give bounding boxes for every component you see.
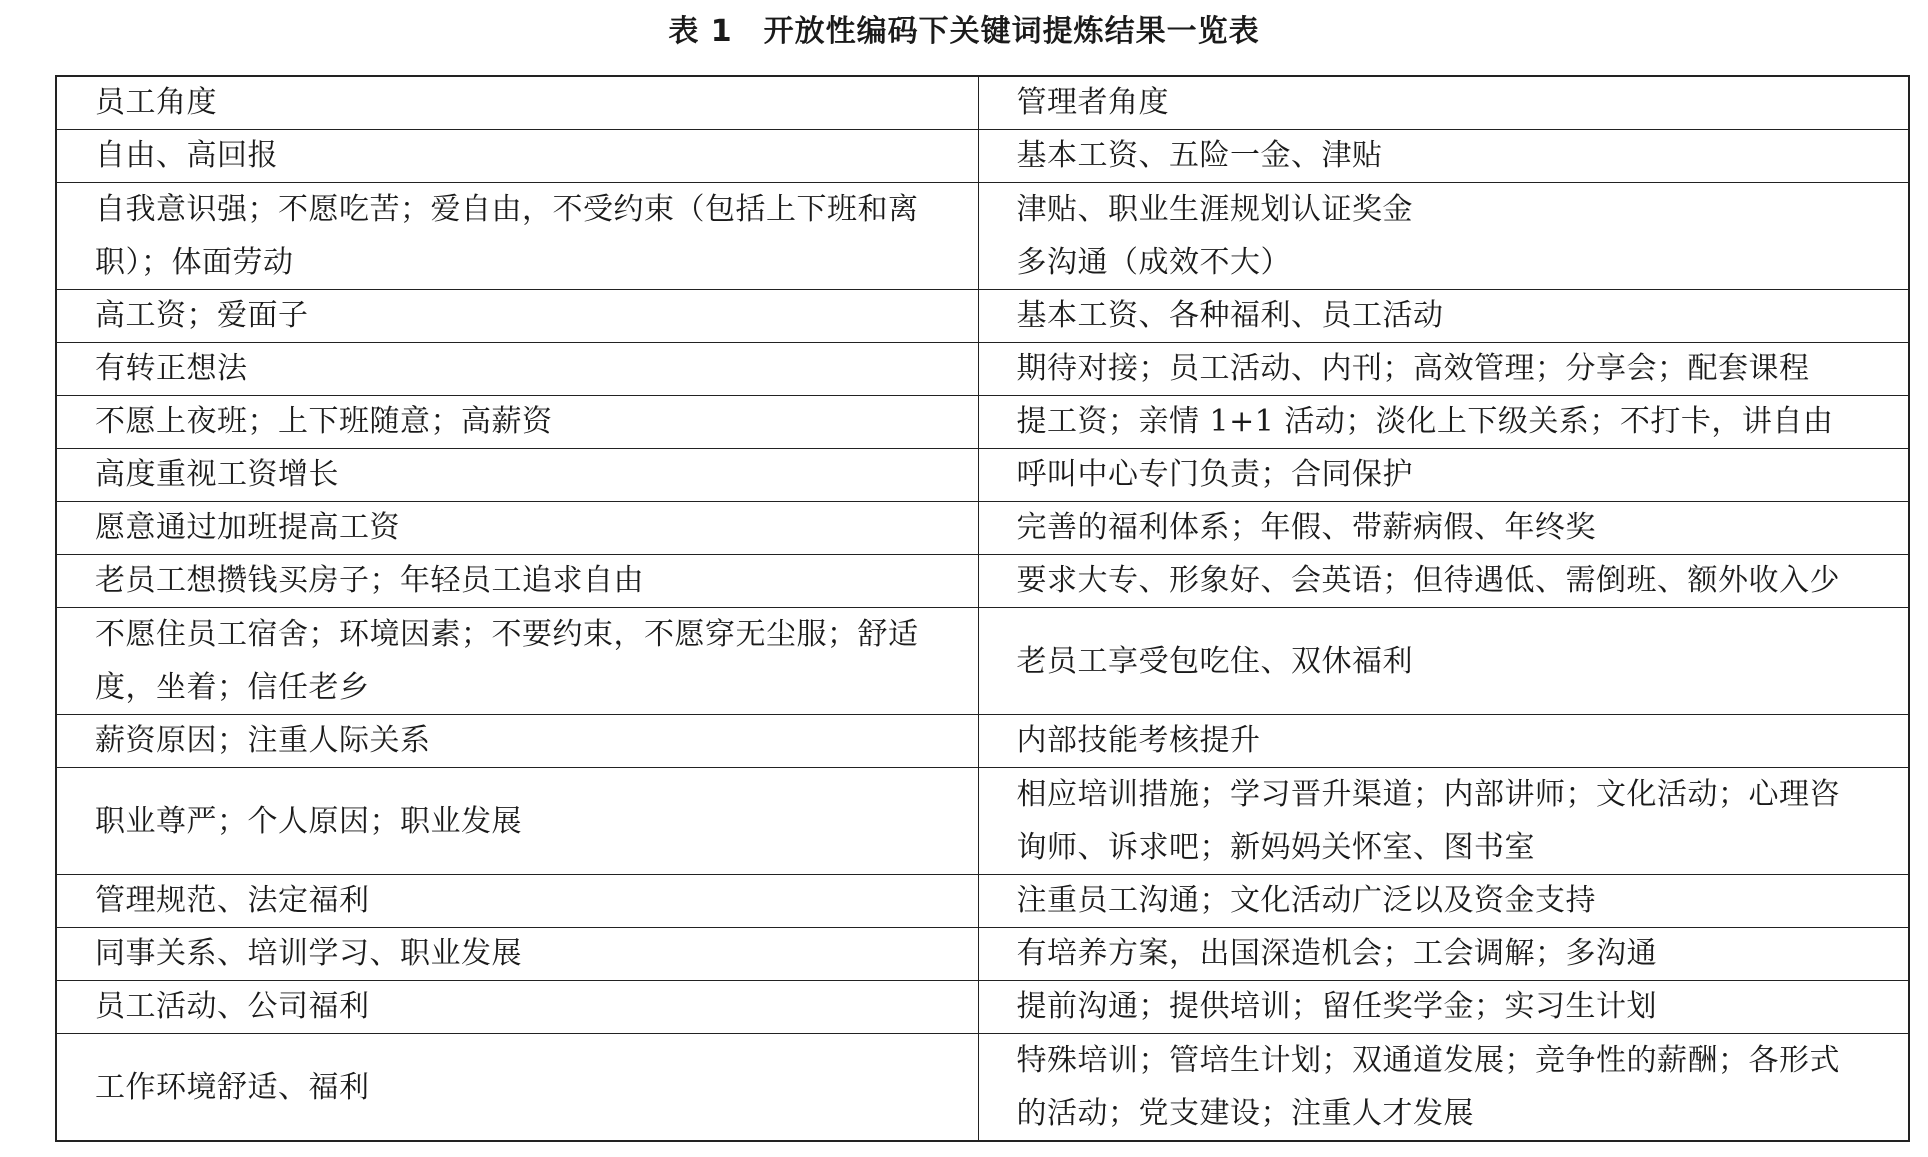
employee-cell-line: 老员工想攒钱买房子；年轻员工追求自由 xyxy=(95,563,644,598)
table-row xyxy=(56,981,1909,1034)
employee-cell-line: 自由、高回报 xyxy=(95,138,278,173)
manager-cell-line: 津贴、职业生涯规划认证奖金 xyxy=(1016,192,1413,227)
manager-cell-line: 基本工资、五险一金、津贴 xyxy=(1016,138,1383,173)
table-row xyxy=(56,875,1909,928)
manager-cell xyxy=(978,768,1909,875)
manager-cell xyxy=(978,715,1909,768)
manager-cell-line: 内部技能考核提升 xyxy=(1016,723,1261,758)
table-row xyxy=(56,449,1909,502)
manager-cell xyxy=(978,130,1909,183)
employee-cell-line: 有转正想法 xyxy=(95,351,248,386)
header-employee-label: 员工角度 xyxy=(95,85,217,120)
manager-cell xyxy=(978,183,1909,290)
manager-cell-line: 注重员工沟通；文化活动广泛以及资金支持 xyxy=(1016,883,1596,918)
employee-cell-line: 职业尊严；个人原因；职业发展 xyxy=(95,803,522,839)
table-title: 表 1 开放性编码下关键词提炼结果一览表 xyxy=(668,14,1260,49)
manager-cell-line: 老员工享受包吃住、双休福利 xyxy=(1016,643,1413,679)
table-row xyxy=(56,130,1909,183)
employee-cell xyxy=(56,130,978,183)
header-employee xyxy=(56,76,978,130)
manager-cell xyxy=(978,449,1909,502)
header-manager xyxy=(978,76,1909,130)
manager-cell xyxy=(978,502,1909,555)
manager-cell-line: 相应培训措施；学习晋升渠道；内部讲师；文化活动；心理咨 xyxy=(1016,777,1840,812)
manager-cell-line: 期待对接；员工活动、内刊；高效管理；分享会；配套课程 xyxy=(1016,351,1810,386)
table-header-row xyxy=(56,76,1909,130)
employee-cell-line: 薪资原因；注重人际关系 xyxy=(95,723,431,758)
employee-cell xyxy=(56,715,978,768)
employee-cell xyxy=(56,875,978,928)
manager-cell-line: 提前沟通；提供培训；留任奖学金；实习生计划 xyxy=(1016,989,1657,1024)
manager-cell-line: 有培养方案，出国深造机会；工会调解；多沟通 xyxy=(1016,936,1657,971)
manager-cell xyxy=(978,343,1909,396)
table-row xyxy=(56,1034,1909,1142)
table-row xyxy=(56,396,1909,449)
table-row xyxy=(56,183,1909,290)
manager-cell-line: 提工资；亲情 1+1 活动；淡化上下级关系；不打卡，讲自由 xyxy=(1016,404,1834,439)
manager-cell-line: 特殊培训；管培生计划；双通道发展；竞争性的薪酬；各形式 xyxy=(1016,1043,1840,1078)
employee-cell xyxy=(56,1034,978,1142)
employee-cell xyxy=(56,768,978,875)
manager-cell xyxy=(978,875,1909,928)
employee-cell-line: 不愿住员工宿舍；环境因素；不要约束，不愿穿无尘服；舒适 xyxy=(95,617,919,652)
employee-cell-line: 高度重视工资增长 xyxy=(95,457,339,492)
manager-cell xyxy=(978,290,1909,343)
employee-cell-line: 不愿上夜班；上下班随意；高薪资 xyxy=(95,404,553,439)
table-row xyxy=(56,502,1909,555)
manager-cell xyxy=(978,1034,1909,1142)
table-row xyxy=(56,555,1909,608)
manager-cell-line: 要求大专、形象好、会英语；但待遇低、需倒班、额外收入少 xyxy=(1016,563,1840,598)
table-row xyxy=(56,608,1909,715)
employee-cell xyxy=(56,608,978,715)
employee-cell-line: 愿意通过加班提高工资 xyxy=(95,510,400,545)
header-manager-label: 管理者角度 xyxy=(1016,85,1169,120)
table-row xyxy=(56,715,1909,768)
manager-cell-line: 多沟通（成效不大） xyxy=(1016,245,1291,280)
employee-cell-line: 员工活动、公司福利 xyxy=(95,989,370,1024)
employee-cell-line: 高工资；爱面子 xyxy=(95,298,309,333)
employee-cell xyxy=(56,502,978,555)
manager-cell xyxy=(978,396,1909,449)
employee-cell xyxy=(56,183,978,290)
employee-cell xyxy=(56,981,978,1034)
employee-cell xyxy=(56,928,978,981)
employee-cell-line: 同事关系、培训学习、职业发展 xyxy=(95,936,522,971)
table-row xyxy=(56,768,1909,875)
employee-cell xyxy=(56,449,978,502)
employee-cell xyxy=(56,396,978,449)
keyword-table xyxy=(55,75,1910,1142)
manager-cell-line: 完善的福利体系；年假、带薪病假、年终奖 xyxy=(1016,510,1596,545)
employee-cell xyxy=(56,343,978,396)
manager-cell xyxy=(978,981,1909,1034)
table-row xyxy=(56,928,1909,981)
manager-cell xyxy=(978,928,1909,981)
employee-cell xyxy=(56,555,978,608)
employee-cell-line: 职）；体面劳动 xyxy=(95,245,294,280)
employee-cell-line: 自我意识强；不愿吃苦；爱自由，不受约束（包括上下班和离 xyxy=(95,192,919,227)
employee-cell-line: 度，坐着；信任老乡 xyxy=(95,670,370,705)
manager-cell-line: 基本工资、各种福利、员工活动 xyxy=(1016,298,1444,333)
manager-cell-line: 的活动；党支建设；注重人才发展 xyxy=(1016,1096,1474,1131)
manager-cell xyxy=(978,555,1909,608)
employee-cell xyxy=(56,290,978,343)
employee-cell-line: 管理规范、法定福利 xyxy=(95,883,370,918)
employee-cell-line: 工作环境舒适、福利 xyxy=(95,1069,370,1105)
manager-cell xyxy=(978,608,1909,715)
table-row xyxy=(56,343,1909,396)
manager-cell-line: 呼叫中心专门负责；合同保护 xyxy=(1016,457,1413,492)
table-row xyxy=(56,290,1909,343)
manager-cell-line: 询师、诉求吧；新妈妈关怀室、图书室 xyxy=(1016,830,1535,865)
